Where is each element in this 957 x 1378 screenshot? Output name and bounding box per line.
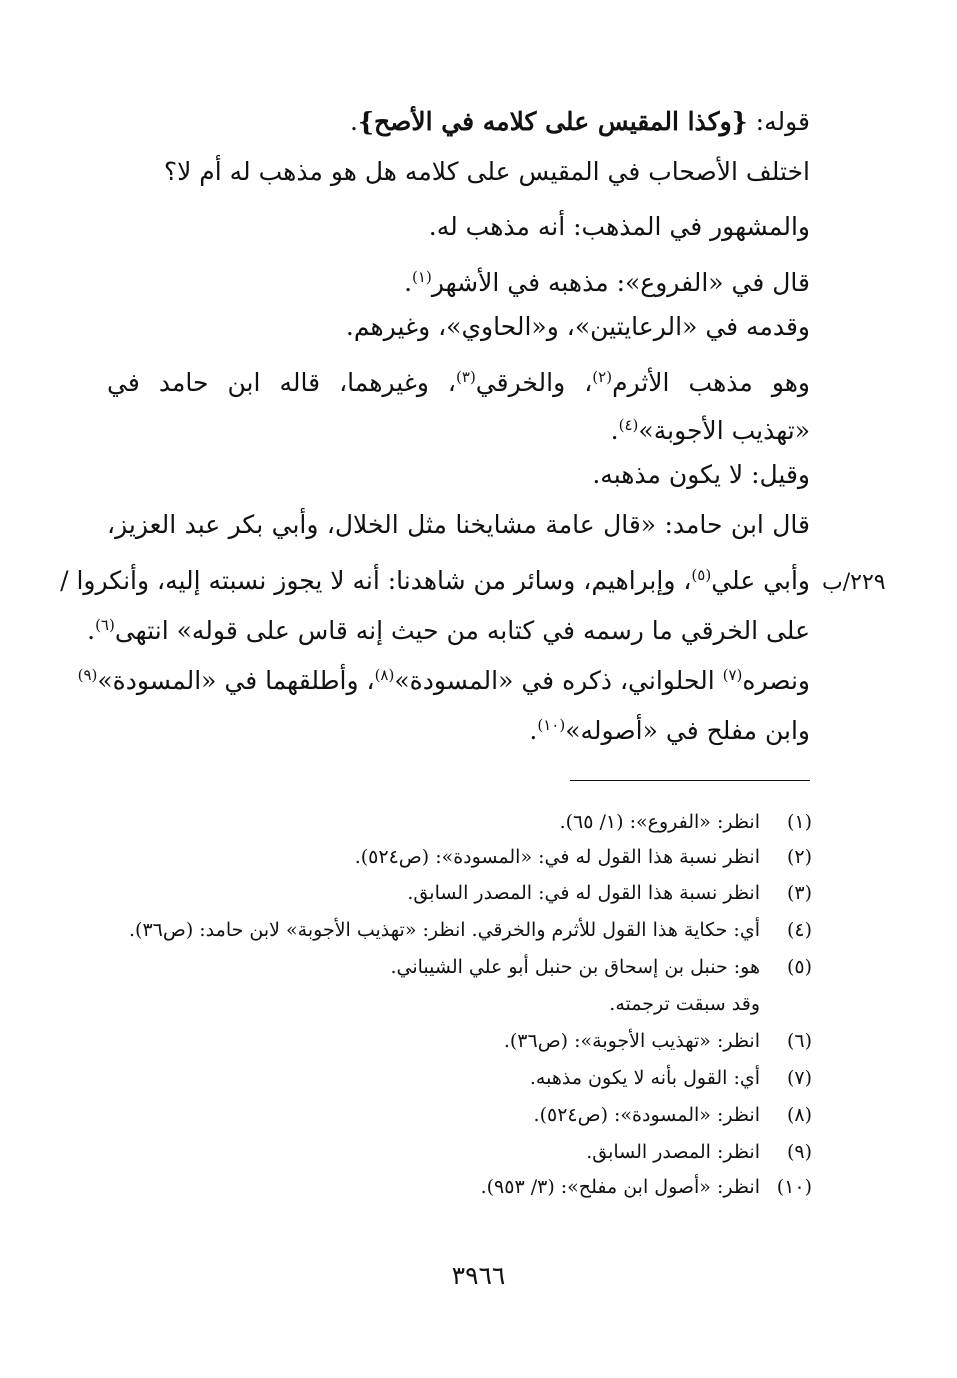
footnote-text: انظر: «تهذيب الأجوبة»: (ص٣٦).: [503, 1030, 760, 1052]
footnote: [390, 952, 812, 982]
footnote: [534, 1100, 812, 1130]
footnote-text: انظر: «المسودة»: (ص٥٢٤).: [533, 1104, 760, 1126]
footnote-number: (١٠): [776, 1176, 812, 1198]
text-segment: قال في «الفروع»: مذهبه في الأشهر: [431, 268, 810, 297]
text-line: [164, 152, 810, 192]
footnote-text: انظر: المصدر السابق.: [586, 1141, 760, 1163]
footnote-text: أي: القول بأنه لا يكون مذهبه.: [529, 1067, 760, 1089]
footnote: [481, 1172, 812, 1202]
text-segment: ونصره: [742, 666, 810, 695]
text-segment: وابن مفلح في «أصوله»: [565, 716, 810, 745]
footnote-text: انظر نسبة هذا القول له في: المصدر السابق.: [407, 882, 760, 904]
footnote-number: (٥): [786, 956, 812, 978]
footnote: [560, 807, 812, 837]
text-segment: .: [610, 416, 619, 445]
footnote-number: (٩): [786, 1141, 812, 1163]
text-segment: وقيل: لا يكون مذهبه.: [592, 460, 810, 489]
footnote-number: (٢): [786, 846, 812, 868]
text-line: [611, 405, 810, 451]
manuscript-folio-marker: ٢٢٩/ب: [822, 570, 886, 595]
footnote-text: انظر: «أصول ابن مفلح»: (٣/ ٩٥٣).: [480, 1176, 760, 1198]
text-segment: وقدمه في «الرعايتين»، و«الحاوي»، وغيرهم.: [345, 312, 810, 341]
text-segment: ، والخرقي: [475, 368, 593, 397]
text-segment: على الخرقي ما رسمه في كتابه من حيث إنه قاس على قوله» انتهى: [114, 616, 810, 645]
text-segment: اختلف الأصحاب في المقيس على كلامه هل هو مذهب له أم لا؟: [163, 157, 810, 186]
footnote-number: (٦): [786, 1030, 812, 1052]
footnote-text: وقد سبقت ترجمته.: [609, 993, 760, 1015]
footnote-reference: (٦): [95, 616, 115, 634]
footnote: [609, 989, 760, 1019]
text-segment: الحلواني، ذكره في «المسودة»: [394, 666, 723, 695]
text-line: [592, 455, 810, 495]
footnote: [530, 1063, 812, 1093]
footnote: [504, 1026, 812, 1056]
footnote-number: (٤): [786, 919, 812, 941]
footnote-separator: [570, 780, 810, 781]
footnote-reference: (٣): [456, 368, 476, 386]
text-line: [404, 257, 810, 303]
page-number: ٣٩٦٦: [451, 1261, 506, 1290]
text-line: [77, 655, 810, 701]
text-line: [60, 555, 810, 601]
text-line: [346, 307, 810, 347]
footnote-text: أي: حكاية هذا القول للأثرم والخرقي. انظر: «تهذيب الأجوبة» لابن حامد: (ص٣٦).: [128, 919, 760, 941]
text-segment: وأبي علي: [711, 566, 810, 595]
footnote-reference: (٢): [592, 368, 613, 386]
footnote: [586, 1137, 812, 1167]
footnote-number: (٧): [786, 1067, 812, 1089]
text-segment: قال ابن حامد: «قال عامة مشايخنا مثل الخلال، وأبي بكر عبد العزيز،: [107, 510, 810, 539]
text-segment: ، وغيرهما، قاله ابن حامد في: [107, 368, 457, 397]
footnote-number: (١): [786, 811, 812, 833]
quoted-matn-text: {وكذا المقيس على كلامه في الأصح}: [357, 107, 748, 136]
text-segment: ، وأطلقهما في «المسودة»: [97, 666, 375, 695]
text-line: [429, 207, 810, 247]
footnote-text: هو: حنبل بن إسحاق بن حنبل أبو علي الشيباني.: [390, 956, 760, 978]
text-line: [87, 605, 810, 651]
footnote-number: (٨): [786, 1104, 812, 1126]
text-segment: وهو مذهب الأثرم: [612, 368, 811, 397]
footnote-reference: (٥): [691, 566, 712, 584]
footnote-reference: (٤): [618, 416, 639, 434]
footnote: [355, 842, 812, 872]
text-segment: ، وإبراهيم، وسائر من شاهدنا: أنه لا يجوز نسبته إليه، وأنكروا /: [60, 566, 692, 595]
text-line: [107, 357, 810, 403]
text-line: [107, 505, 810, 545]
text-segment: .: [529, 716, 538, 745]
text-line: [529, 705, 810, 751]
footnote-reference: (٩): [77, 666, 98, 684]
footnote-text: انظر: «الفروع»: (١/ ٦٥).: [559, 811, 760, 833]
text-segment: والمشهور في المذهب: أنه مذهب له.: [428, 212, 810, 241]
footnote-number: (٣): [786, 882, 812, 904]
text-line: [350, 102, 810, 142]
text-segment: «تهذيب الأجوبة»: [638, 416, 810, 445]
text-segment: قوله:: [747, 107, 810, 136]
footnote-text: انظر نسبة هذا القول له في: «المسودة»: (ص٥٢٤).: [354, 846, 760, 868]
footnote-reference: (٨): [374, 666, 395, 684]
footnote: [129, 915, 812, 945]
text-segment: .: [87, 616, 96, 645]
footnote-reference: (١): [412, 268, 432, 286]
text-segment: .: [404, 268, 413, 297]
footnote: [407, 878, 812, 908]
footnote-reference: (١٠): [537, 716, 566, 734]
footnote-reference: (٧): [722, 666, 743, 684]
text-segment: .: [349, 107, 358, 136]
